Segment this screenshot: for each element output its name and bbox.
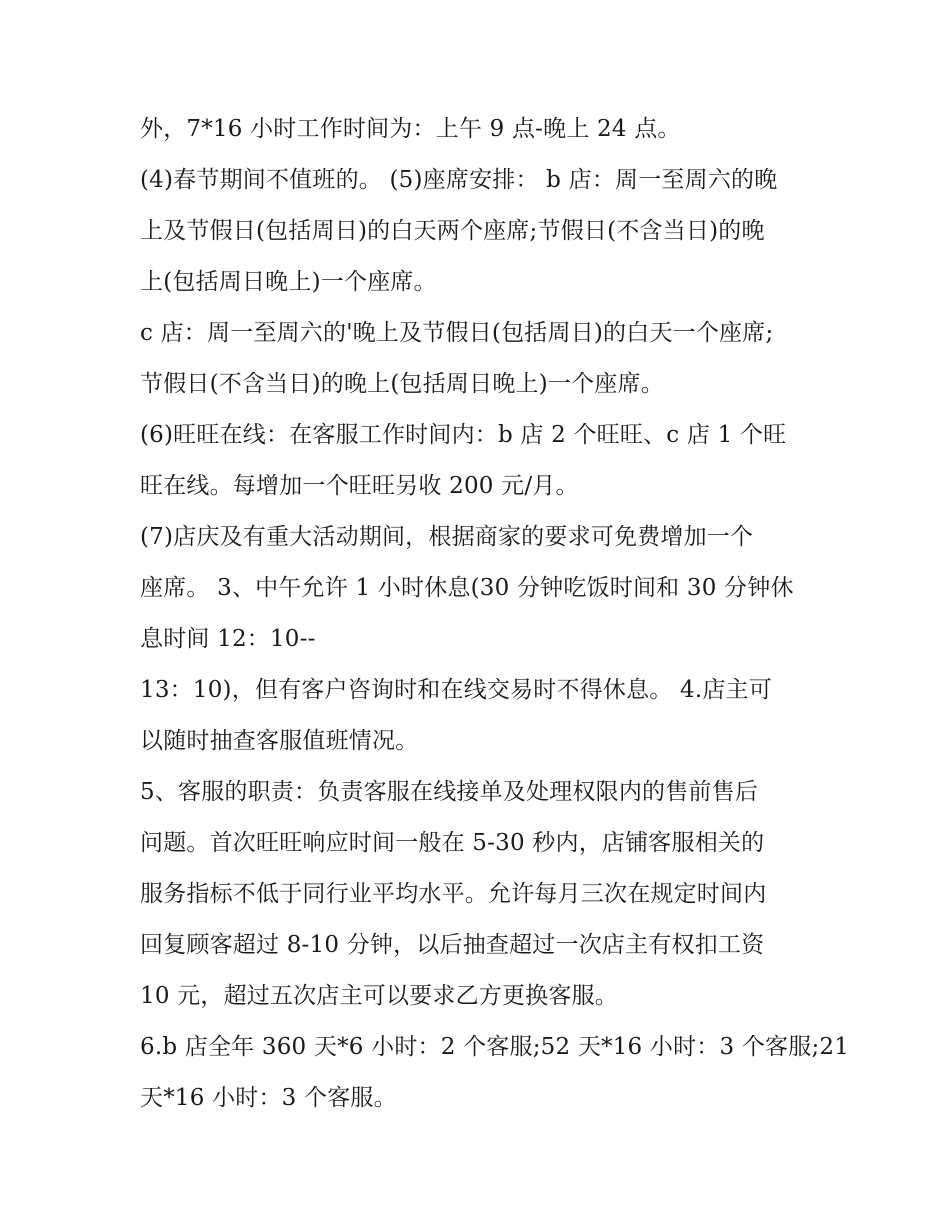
text-line: 10 元，超过五次店主可以要求乙方更换客服。 (140, 983, 618, 1009)
text-line: 座席。 3、中午允许 1 小时休息(30 分钟吃饭时间和 30 分钟休 (140, 575, 794, 601)
text-line: 外，7*16 小时工作时间为：上午 9 点-晚上 24 点。 (140, 116, 681, 142)
text-line: 息时间 12：10-- (140, 626, 316, 652)
text-line: 以随时抽查客服值班情况。 (140, 728, 419, 754)
text-line: 问题。首次旺旺响应时间一般在 5-30 秒内，店铺客服相关的 (140, 830, 765, 856)
text-line: 13：10)，但有客户咨询时和在线交易时不得休息。 4.店主可 (140, 677, 772, 703)
text-line: 天*16 小时：3 个客服。 (140, 1085, 397, 1111)
text-line: (7)店庆及有重大活动期间，根据商家的要求可免费增加一个 (140, 524, 754, 550)
text-line: (4)春节期间不值班的。 (5)座席安排： b 店：周一至周六的晚 (140, 167, 778, 193)
text-line: 回复顾客超过 8-10 分钟，以后抽查超过一次店主有权扣工资 (140, 932, 765, 958)
text-line: 节假日(不含当日)的晚上(包括周日晚上)一个座席。 (140, 371, 664, 397)
text-line: c 店：周一至周六的'晚上及节假日(包括周日)的白天一个座席; (140, 320, 774, 346)
text-line: 旺在线。每增加一个旺旺另收 200 元/月。 (140, 473, 579, 499)
text-line: 上(包括周日晚上)一个座席。 (140, 269, 437, 295)
text-line: 6.b 店全年 360 天*6 小时：2 个客服;52 天*16 小时：3 个客服;21 (140, 1034, 850, 1060)
text-line: 5、客服的职责：负责客服在线接单及处理权限内的售前售后 (140, 779, 759, 805)
text-line: 上及节假日(包括周日)的白天两个座席;节假日(不含当日)的晚 (140, 218, 765, 244)
text-line: (6)旺旺在线：在客服工作时间内：b 店 2 个旺旺、c 店 1 个旺 (140, 422, 787, 448)
text-line: 服务指标不低于同行业平均水平。允许每月三次在规定时间内 (140, 881, 767, 907)
document-body (140, 104, 850, 1124)
